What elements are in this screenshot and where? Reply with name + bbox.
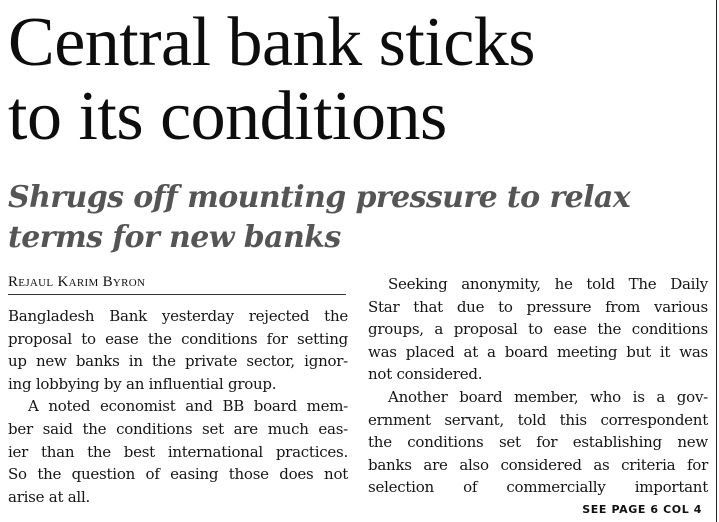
paragraph-1 <box>8 305 348 395</box>
continuation-note: SEE PAGE 6 COL 4 <box>582 503 702 516</box>
byline: Rejaul Karim Byron <box>8 274 346 295</box>
text-line: Star that due to pressure from various <box>368 297 708 316</box>
text-line: not considered. <box>368 365 483 384</box>
text-line: groups, a proposal to ease the conditions <box>368 320 708 339</box>
paragraph-4 <box>368 386 708 499</box>
subheadline <box>8 178 708 258</box>
text-line: selection of commercially important <box>368 478 708 497</box>
headline <box>8 6 708 154</box>
text-line: was placed at a board meeting but it was <box>368 342 708 361</box>
left-column <box>8 305 348 508</box>
paragraph-2 <box>8 395 348 508</box>
text-line: ing lobbying by an influential group. <box>8 374 277 393</box>
subheadline-line-1: Shrugs off mounting pressure to relax <box>8 180 631 215</box>
paragraph-3 <box>368 273 708 386</box>
text-line: proposal to ease the conditions for setting <box>8 329 348 348</box>
text-line: Seeking anonymity, he told The Daily <box>388 275 708 293</box>
text-line: up new banks in the private sector, ignor- <box>8 352 348 371</box>
text-line: banks are also considered as criteria for <box>368 455 708 474</box>
text-line: Bangladesh Bank yesterday rejected the <box>8 307 348 325</box>
column-edge-rule <box>716 0 717 522</box>
text-line: ernment servant, told this correspondent <box>368 410 708 429</box>
text-line: arise at all. <box>8 487 91 506</box>
text-line: ber said the conditions set are much eas- <box>8 419 348 438</box>
text-line: the conditions set for establishing new <box>368 433 708 452</box>
text-line: So the question of easing those does not <box>8 465 348 484</box>
headline-line-1: Central bank sticks <box>8 4 536 81</box>
text-line: Another board member, who is a gov- <box>388 387 708 406</box>
headline-line-2: to its conditions <box>8 78 447 155</box>
text-line: ier than the best international practices. <box>8 442 348 461</box>
subheadline-line-2: terms for new banks <box>8 220 341 255</box>
text-line: A noted economist and BB board mem- <box>28 397 348 416</box>
right-column <box>368 273 708 499</box>
